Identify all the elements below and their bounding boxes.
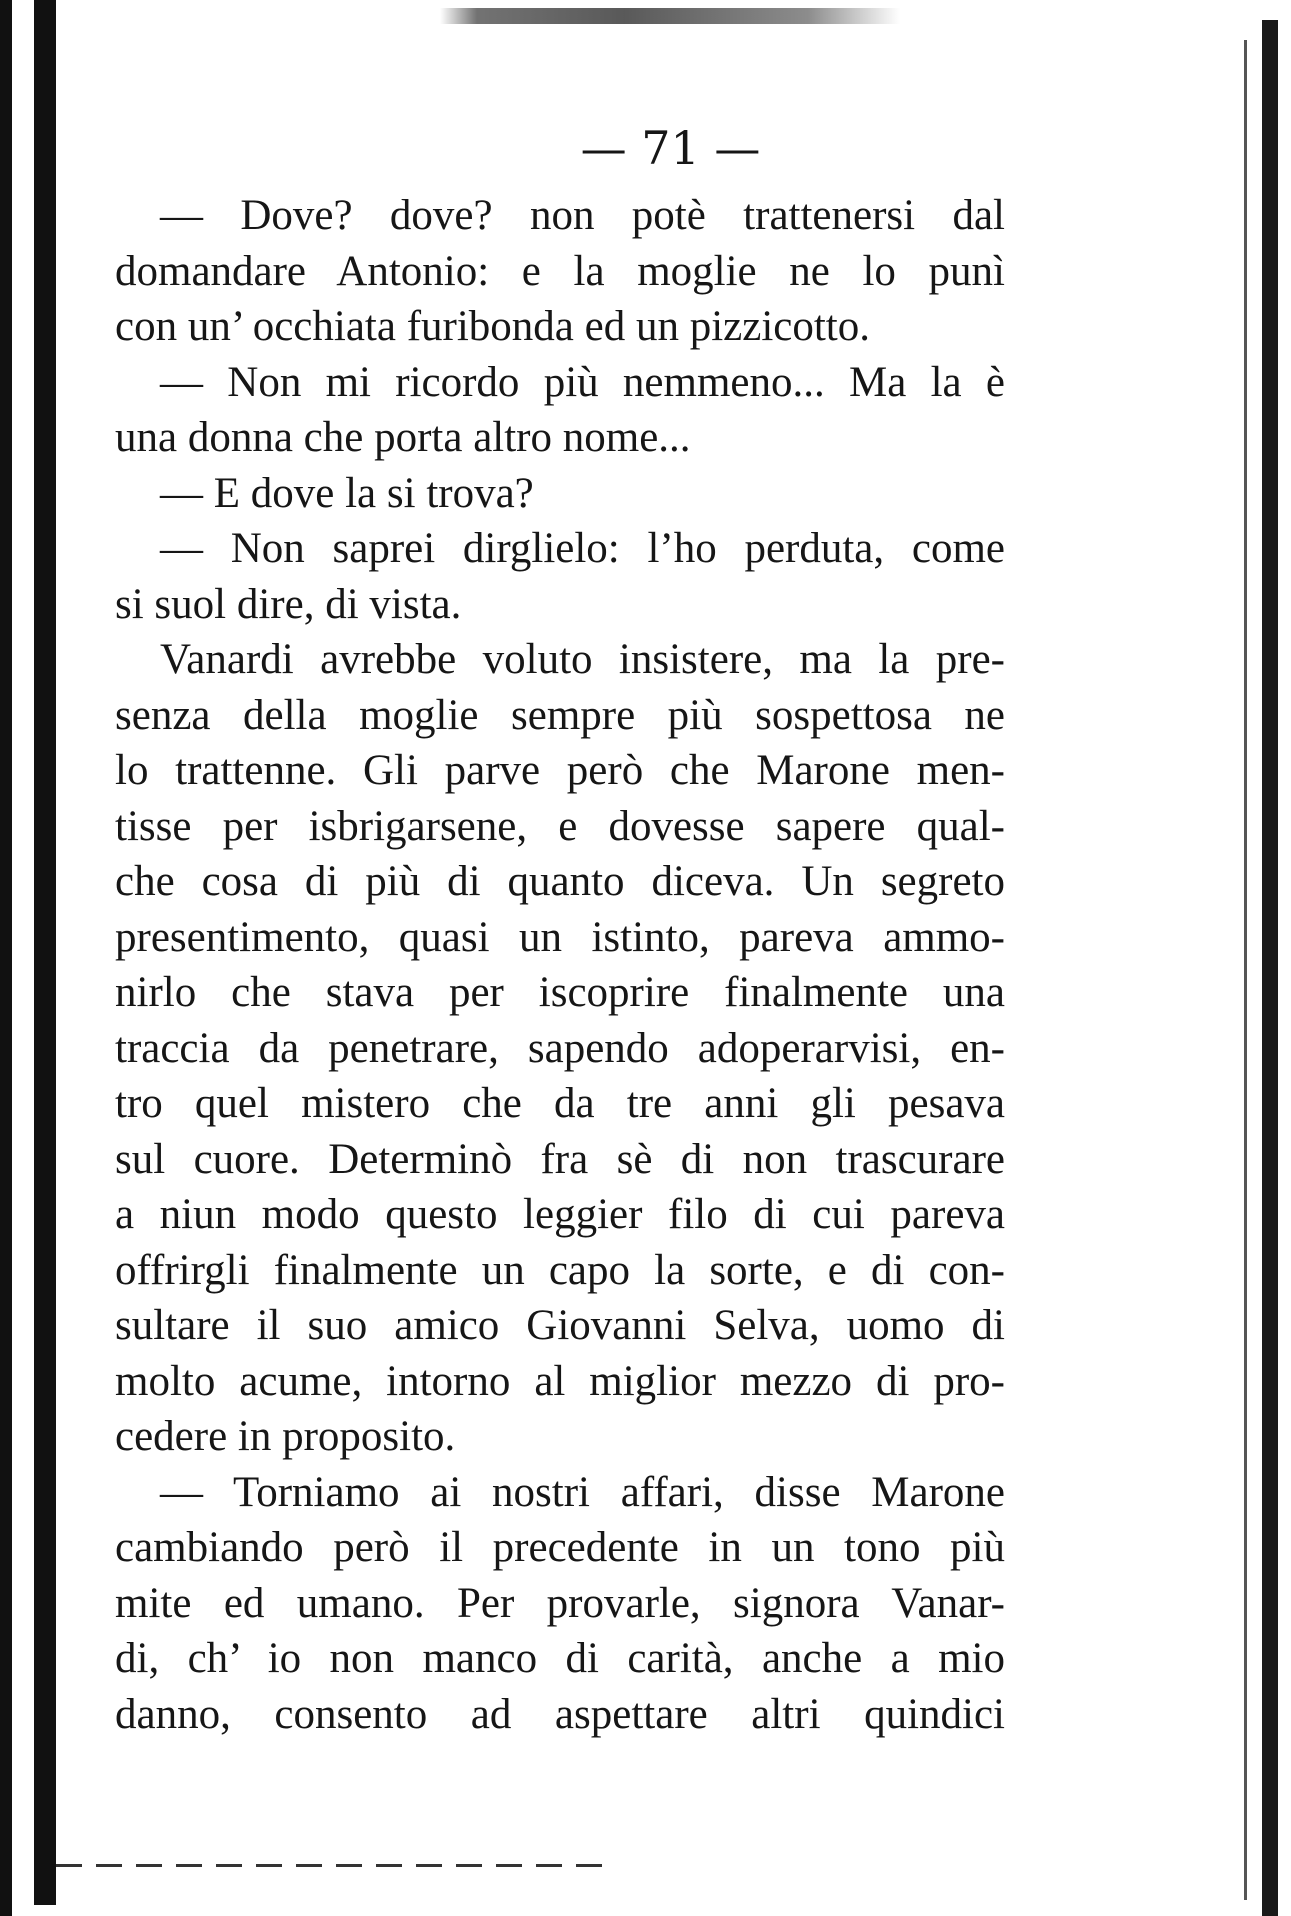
text-line: lo trattenne. Gli parve però che Marone men- — [115, 747, 1005, 794]
text-line: cedere in proposito. — [115, 1413, 456, 1460]
text-line: si suol dire, di vista. — [115, 580, 462, 628]
text-line: di, ch’ io non manco di carità, anche a mio — [115, 1635, 1005, 1682]
text-line: tro quel mistero che da tre anni gli pesava — [115, 1080, 1005, 1127]
text-line: molto acume, intorno al miglior mezzo di pro- — [115, 1357, 1005, 1405]
text-line: una donna che porta altro nome... — [115, 414, 691, 461]
text-line: — Dove? dove? non potè trattenersi dal — [160, 192, 1005, 239]
text-line: — Non saprei dirglielo: l’ho perduta, come — [160, 525, 1005, 572]
page-number: — 71 — — [580, 121, 761, 175]
text-line: senza della moglie sempre più sospettosa ne — [115, 691, 1005, 739]
text-line: offrirgli finalmente un capo la sorte, e di con- — [115, 1246, 1005, 1294]
text-line: tisse per isbrigarsene, e dovesse sapere qual- — [115, 802, 1005, 850]
text-line: — Torniamo ai nostri affari, disse Marone — [160, 1468, 1005, 1516]
text-line: sultare il suo amico Giovanni Selva, uomo di — [115, 1302, 1005, 1349]
text-line: domandare Antonio: e la moglie ne lo punì — [115, 247, 1005, 295]
scan-edge-right-line — [1244, 40, 1247, 1900]
text-line: con un’ occhiata furibonda ed un pizzicotto. — [115, 303, 870, 350]
text-line: sul cuore. Determinò fra sè di non trascurare — [115, 1135, 1005, 1183]
text-line: nirlo che stava per iscoprire finalmente una — [115, 969, 1005, 1016]
text-line: che cosa di più di quanto diceva. Un segreto — [115, 858, 1005, 905]
text-line: traccia da penetrare, sapendo adoperarvisi, en- — [115, 1024, 1005, 1072]
scan-edge-top — [440, 8, 900, 24]
scan-edge-left-inner — [34, 0, 56, 1905]
text-line: danno, consento ad aspettare altri quindici — [115, 1690, 1005, 1738]
text-line: — Non mi ricordo più nemmeno... Ma la è — [160, 358, 1005, 406]
scan-edge-left — [0, 0, 12, 1916]
text-line: — E dove la si trova? — [160, 469, 534, 517]
text-line: mite ed umano. Per provarle, signora Vanar- — [115, 1579, 1005, 1627]
scan-edge-right — [1262, 20, 1278, 1916]
text-line: Vanardi avrebbe voluto insistere, ma la pre- — [160, 636, 1005, 683]
body-text — [115, 188, 1005, 1742]
text-line: a niun modo questo leggier filo di cui pareva — [115, 1191, 1005, 1238]
scan-edge-bottom — [56, 1864, 616, 1867]
text-line: cambiando però il precedente in un tono più — [115, 1524, 1005, 1571]
text-line: presentimento, quasi un istinto, pareva ammo- — [115, 913, 1005, 961]
